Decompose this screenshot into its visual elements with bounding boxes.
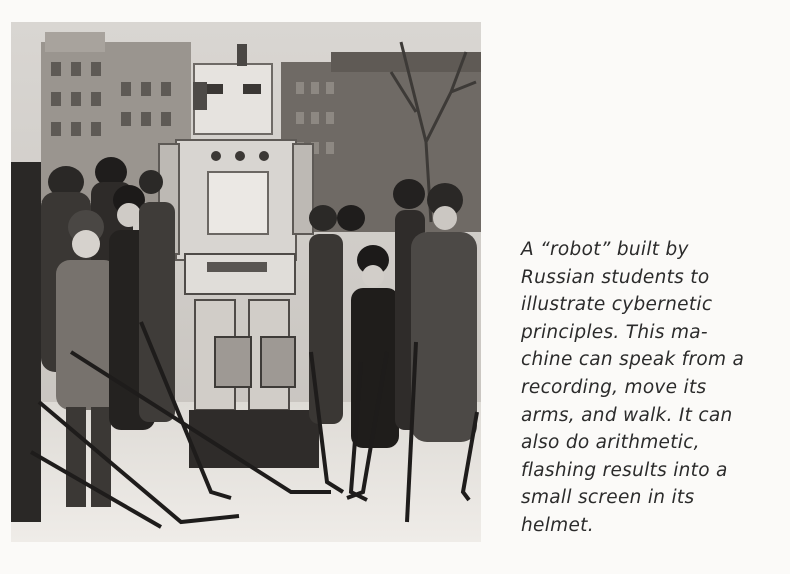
- caption-line: helmet.: [521, 514, 594, 536]
- caption-line: chine can speak from a: [521, 349, 745, 371]
- caption-line: also do arithmetic,: [521, 432, 700, 454]
- caption-line: recording, move its: [521, 376, 707, 398]
- caption-line: arms, and walk. It can: [521, 404, 733, 426]
- caption-line: flashing results into a: [521, 459, 728, 481]
- caption-line: illustrate cybernetic: [521, 294, 713, 316]
- photo-caption: [521, 236, 783, 540]
- caption-line: Russian students to: [521, 266, 710, 288]
- caption-line: principles. This ma-: [521, 321, 708, 343]
- caption-line: A “robot” built by: [521, 239, 689, 260]
- photograph-robot-with-children: [11, 22, 481, 542]
- caption-line: small screen in its: [521, 487, 695, 509]
